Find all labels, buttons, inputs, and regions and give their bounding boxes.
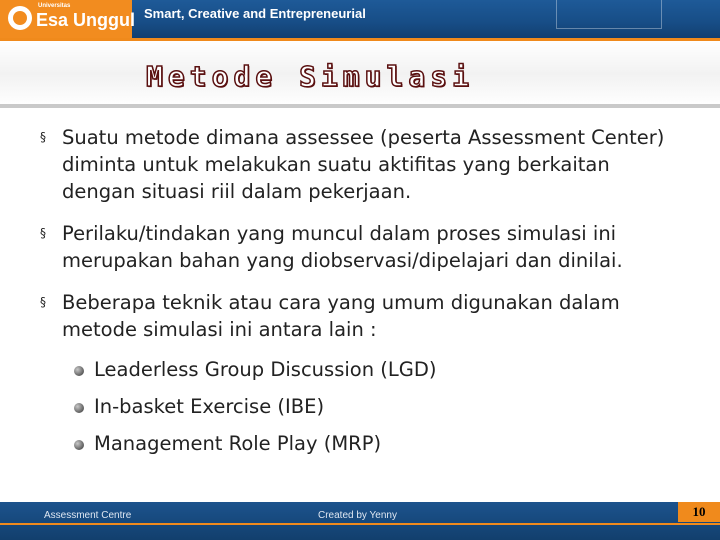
footer-left-text: Assessment Centre: [44, 510, 132, 521]
bullet-text: Suatu metode dimana assessee (peserta Assessment Center) diminta untuk melakukan suatu aktifitas yang berkaitan dengan situasi riil dalam pekerjaan.: [62, 126, 665, 203]
university-logo: [0, 0, 136, 38]
sphere-bullet-icon: [74, 440, 84, 450]
bullet-item: [40, 220, 680, 274]
bullet-marker-icon: §: [40, 130, 46, 144]
header-decoration: [556, 0, 662, 29]
sphere-bullet-icon: [74, 366, 84, 376]
logo-emblem-icon: [8, 6, 32, 30]
sub-bullet-text: Management Role Play (MRP): [94, 432, 382, 455]
footer-center-text: Created by Yenny: [318, 510, 397, 521]
bullet-item: [40, 124, 680, 205]
banner-divider: [0, 104, 720, 108]
footer-bar: [0, 502, 720, 540]
logo-name: Esa Unggul: [36, 10, 136, 30]
sub-bullet-list: [40, 358, 680, 456]
bullet-text: Perilaku/tindakan yang muncul dalam proses simulasi ini merupakan bahan yang diobservasi/dipelajari dan dinilai.: [62, 222, 623, 272]
bullet-marker-icon: §: [40, 295, 46, 309]
sub-bullet-item: [40, 395, 680, 419]
sub-bullet-text: In-basket Exercise (IBE): [94, 395, 325, 418]
bullet-list: [40, 124, 680, 469]
page-number: 10: [678, 502, 720, 522]
bullet-text: Beberapa teknik atau cara yang umum digunakan dalam metode simulasi ini antara lain :: [62, 291, 620, 341]
tagline: Smart, Creative and Entrepreneurial: [144, 6, 366, 21]
sub-bullet-item: [40, 358, 680, 382]
bullet-marker-icon: §: [40, 226, 46, 240]
bullet-item: [40, 289, 680, 343]
logo-small-text: Universitas: [38, 3, 71, 9]
sub-bullet-text: Leaderless Group Discussion (LGD): [94, 358, 437, 381]
sub-bullet-item: [40, 432, 680, 456]
sphere-bullet-icon: [74, 403, 84, 413]
footer-accent-line: [0, 523, 720, 525]
slide-title: Metode Simulasi: [146, 60, 474, 93]
